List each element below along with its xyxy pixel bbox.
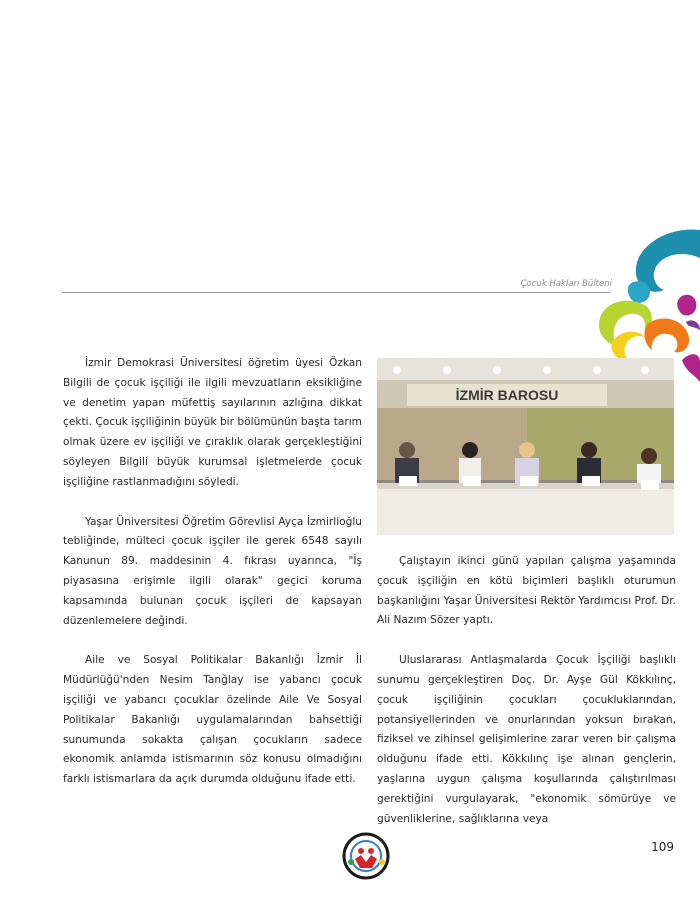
photo-banner-text: İZMİR BAROSU (455, 387, 559, 403)
running-header-title: Çocuk Hakları Bülteni (520, 279, 612, 289)
teal-swirl-shape (636, 229, 700, 291)
right-paragraph-2: Uluslararası Antlaşmalarda Çocuk İşçiliği başlıklı sunumu gerçekleştiren Doç. Dr. Ayşe Gül Kökkılınç, çocuk işçiliğinin çocukları çocukluklarından, potansiyellerinden ve onurlarından yoksun bırakan, fiziksel ve zihinsel gelişimlerine zarar veren bir çalışma olduğunu ifade etti. Kökkılınç işe alınan gençlerin, yaşlarına uygun çalışma koşullarında çalıştırılması gerektiğini vurgulayarak, "ekonomik sömürüye ve güvenliklerine, sağlıklarına veya (377, 654, 676, 825)
left-paragraph-3: Aile ve Sosyal Politikalar Bakanlığı İzmir İl Müdürlüğü'nden Nesim Tanğlay ise yabancı çocuk işçiliği ve yabancı çocuklar özelinde Aile Ve Sosyal Politikalar Bakanlığı uygulamalarından bahsettiği sunumunda sokakta çalışan çocukların sadece ekonomik anlamda istismarının söz konusu olmadığını farklı istismarlara da açık durumda olduğunu ifade etti. (63, 654, 362, 786)
left-paragraph-2: Yaşar Üniversitesi Öğretim Görevlisi Ayça İzmirlioğlu tebliğinde, mülteci çocuk işçiler ile gerek 6548 sayılı Kanunun 89. maddesinin 4. fıkrası uyarınca, "İş piyasasına erişimle ilgili olarak" geçici koruma kapsamında bulunan çocuk işçileri de kapsayan düzenlemelere değindi. (63, 515, 362, 627)
right-paragraph-1: Çalıştayın ikinci günü yapılan çalışma yaşamında çocuk işçiliğin en kötü biçimleri başlıklı oturumun başkanlığını Yaşar Üniversitesi Rektör Yardımcısı Prof. Dr. Ali Nazım Sözer yaptı. (377, 555, 676, 627)
ceiling-light-icon (393, 366, 401, 374)
left-paragraph-1: İzmir Demokrasi Üniversitesi öğretim üyesi Özkan Bilgili de çocuk işçiliği ile ilgili mevzuatların eksikliğine ve denetim yapan müfettiş sayılarının azlığına dikkat çekti. Çocuk işçiliğinin büyük bir bölümünün başta tarım olmak üzere ev işçiliği ve çıraklık olarak gerçekleştiğini söyleyen Bilgili büyük kurumsal işletmelerde çocuk işçiliğine rastlanmadığını söyledi. (63, 357, 362, 488)
conference-photo (377, 358, 674, 535)
left-text-column (63, 354, 362, 810)
teal-drop-shape (628, 281, 650, 303)
childrens-rights-logo (342, 832, 390, 880)
purple-curl-shape (686, 320, 700, 330)
page-number: 109 (651, 840, 674, 854)
right-text-column (377, 552, 676, 849)
magenta-drop-shape (677, 295, 696, 316)
magenta-tail-shape (682, 354, 700, 382)
panel-table (377, 483, 674, 535)
header-divider (62, 292, 610, 293)
orange-swirl-shape (645, 319, 690, 353)
